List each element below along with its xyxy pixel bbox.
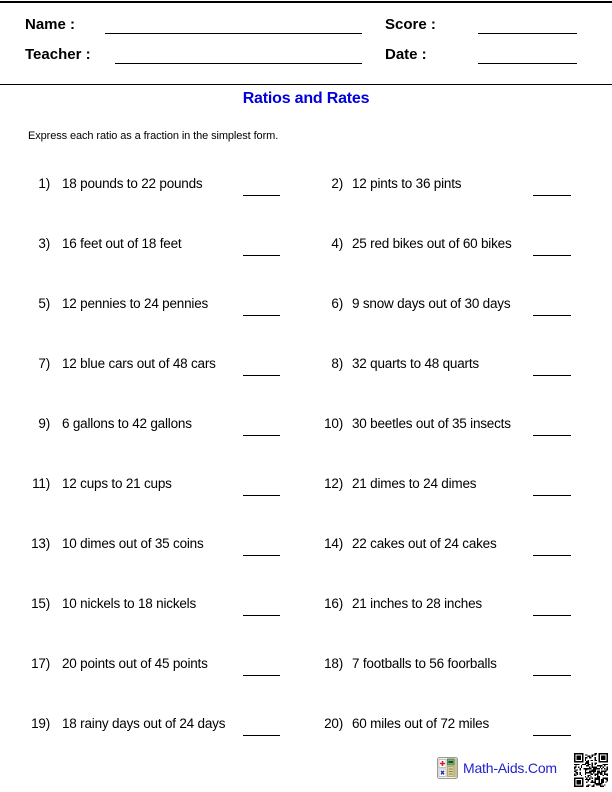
- problem-text: 22 cakes out of 24 cakes: [352, 536, 497, 551]
- problem-text: 25 red bikes out of 60 bikes: [352, 236, 512, 251]
- problem-text: 12 pennies to 24 pennies: [62, 296, 209, 311]
- problem-item: [305, 176, 601, 218]
- problem-number: 17): [31, 656, 50, 671]
- problem-text: 32 quarts to 48 quarts: [352, 356, 479, 371]
- answer-blank: [533, 600, 571, 616]
- problem-number: 4): [331, 236, 343, 251]
- answer-blank: [243, 240, 280, 256]
- problem-number: 10): [324, 416, 343, 431]
- answer-blank: [533, 300, 571, 316]
- problem-number: 16): [324, 596, 343, 611]
- problem-text: 10 dimes out of 35 coins: [62, 536, 204, 551]
- answer-blank: [533, 480, 571, 496]
- problem-number: 6): [331, 296, 343, 311]
- problem-text: 12 pints to 36 pints: [352, 176, 462, 191]
- brand-link[interactable]: Math-Aids.Com: [463, 760, 557, 776]
- problem-item: [305, 296, 601, 338]
- calculator-icon: [437, 757, 458, 779]
- answer-blank: [533, 240, 571, 256]
- answer-blank: [243, 300, 280, 316]
- answer-blank: [243, 600, 280, 616]
- answer-blank: [243, 540, 280, 556]
- problem-number: 18): [324, 656, 343, 671]
- answer-blank: [243, 420, 280, 436]
- problem-text: 7 footballs to 56 foorballs: [352, 656, 497, 671]
- problem-number: 12): [324, 476, 343, 491]
- answer-blank: [533, 360, 571, 376]
- problem-text: 60 miles out of 72 miles: [352, 716, 490, 731]
- problem-item: [18, 476, 314, 518]
- problem-item: [18, 536, 314, 578]
- answer-blank: [243, 660, 280, 676]
- problem-item: [305, 596, 601, 638]
- problem-number: 5): [38, 296, 50, 311]
- answer-blank: [243, 720, 280, 736]
- problem-number: 9): [38, 416, 50, 431]
- date-label: Date :: [385, 46, 427, 63]
- score-label: Score :: [385, 16, 436, 33]
- problem-item: [18, 356, 314, 398]
- problem-item: [305, 476, 601, 518]
- problem-text: 9 snow days out of 30 days: [352, 296, 511, 311]
- problem-text: 12 blue cars out of 48 cars: [62, 356, 216, 371]
- problem-number: 13): [31, 536, 50, 551]
- answer-blank: [533, 540, 571, 556]
- problem-text: 12 cups to 21 cups: [62, 476, 172, 491]
- teacher-label: Teacher :: [25, 46, 91, 63]
- problem-text: 21 inches to 28 inches: [352, 596, 482, 611]
- problem-number: 11): [32, 476, 50, 491]
- page-footer: [0, 745, 612, 792]
- problem-number: 2): [331, 176, 343, 191]
- problem-item: [18, 176, 314, 218]
- problem-item: [18, 296, 314, 338]
- answer-blank: [243, 180, 280, 196]
- problem-number: 7): [38, 356, 50, 371]
- problem-number: 20): [324, 716, 343, 731]
- problem-number: 8): [331, 356, 343, 371]
- problem-text: 10 nickels to 18 nickels: [62, 596, 197, 611]
- problem-text: 6 gallons to 42 gallons: [62, 416, 192, 431]
- problem-item: [18, 236, 314, 278]
- name-label: Name :: [25, 16, 76, 33]
- problem-item: [305, 656, 601, 698]
- answer-blank: [243, 480, 280, 496]
- problem-number: 1): [38, 176, 50, 191]
- problem-item: [305, 236, 601, 278]
- problem-item: [305, 416, 601, 458]
- problem-item: [305, 356, 601, 398]
- answer-blank: [243, 360, 280, 376]
- answer-blank: [533, 660, 571, 676]
- worksheet-title: Ratios and Rates: [242, 90, 370, 107]
- problem-item: [18, 656, 314, 698]
- problem-text: 18 pounds to 22 pounds: [62, 176, 203, 191]
- answer-blank: [533, 180, 571, 196]
- problem-item: [18, 596, 314, 638]
- problem-text: 16 feet out of 18 feet: [62, 236, 182, 251]
- problem-number: 3): [38, 236, 50, 251]
- answer-blank: [533, 420, 571, 436]
- problem-item: [18, 416, 314, 458]
- answer-blank: [533, 720, 571, 736]
- problem-text: 20 points out of 45 points: [62, 656, 208, 671]
- problem-text: 18 rainy days out of 24 days: [62, 716, 226, 731]
- problem-text: 21 dimes to 24 dimes: [352, 476, 477, 491]
- instruction-text: Express each ratio as a fraction in the simplest form.: [28, 130, 279, 142]
- qr-code: [574, 752, 608, 788]
- problem-number: 19): [31, 716, 50, 731]
- problem-number: 14): [324, 536, 343, 551]
- problem-number: 15): [31, 596, 50, 611]
- problem-text: 30 beetles out of 35 insects: [352, 416, 511, 431]
- problem-item: [305, 536, 601, 578]
